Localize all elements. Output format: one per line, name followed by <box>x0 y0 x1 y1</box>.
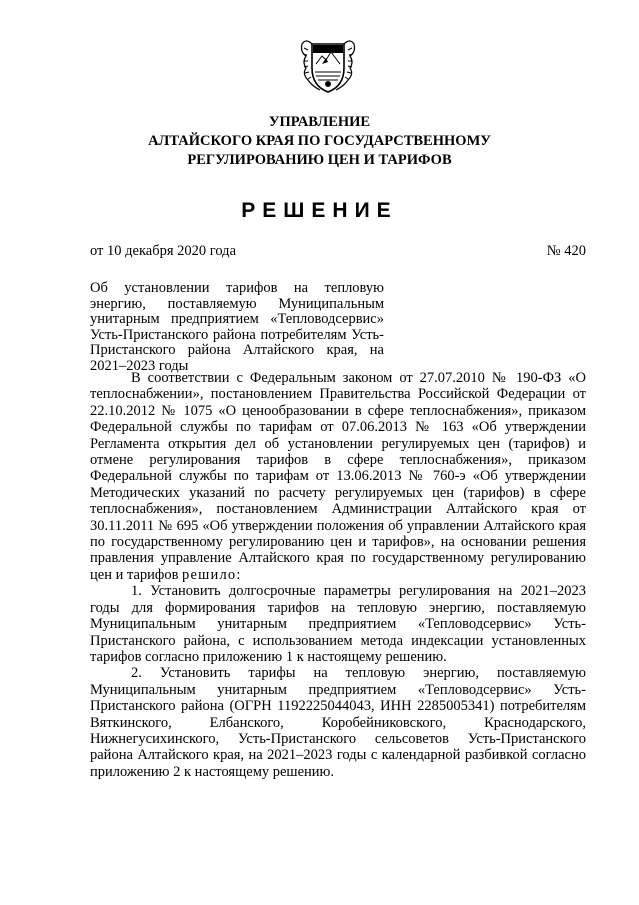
document-date: от 10 декабря 2020 года <box>90 243 236 259</box>
document-number: № 420 <box>546 243 586 259</box>
agency-name <box>0 113 639 170</box>
preamble-end: : <box>236 566 241 583</box>
document-kind-title: РЕШЕНИЕ <box>241 199 398 222</box>
decision-item-2: 2. Установить тарифы на тепловую энергию, поставляемую Муниципальным унитарным предприятием «Тепловодсервис» Усть-Пристанского района (ОГРН 1192225044043, ИНН 2285005341) потребителям Вяткинского, Елбанского, Коробейниковского, Краснодарского, Нижнегусихинского, Усть-Пристанского сельсоветов Усть-Пристанского района Алтайского края, на 2021–2023 годы с календарной разбивкой согласно приложению 2 к настоящему решению. <box>90 665 586 780</box>
coat-of-arms-emblem <box>298 34 358 96</box>
agency-line-2: АЛТАЙСКОГО КРАЯ ПО ГОСУДАРСТВЕННОМУ <box>148 133 491 149</box>
document-body <box>90 370 586 780</box>
preamble-verb: решило <box>182 566 237 583</box>
document-subject: Об установлении тарифов на тепловую энергию, поставляемую Муниципальным унитарным предприятием «Тепловодсервис» Усть-Пристанского района потребителям Усть-Пристанского района Алтайского края, на 2021–2023 годы <box>90 280 384 374</box>
preamble-paragraph <box>90 370 586 583</box>
agency-line-1: УПРАВЛЕНИЕ <box>268 114 371 130</box>
decision-item-1: 1. Установить долгосрочные параметры регулирования на 2021–2023 годы для формирования тарифов на тепловую энергию, поставляемую Муниципальным унитарным предприятием «Тепловодсервис» Усть-Пристанского района, с использованием метода индексации установленных тарифов согласно приложению 1 к настоящему решению. <box>90 583 586 665</box>
preamble-text: В соответствии с Федеральным законом от 27.07.2010 № 190-ФЗ «О теплоснабжении», постановлением Правительства Российской Федерации от 22.10.2012 № 1075 «О ценообразовании в сфере теплоснабжения», приказом Федеральной службы по тарифам от 07.06.2013 № 163 «Об утверждении Регламента открытия дел об установлении регулируемых цен (тарифов) и отмене регулирования тарифов в сфере теплоснабжения», приказом Федеральной службы по тарифам от 13.06.2013 № 760-э «Об утверждении Методических указаний по расчету регулируемых цен (тарифов) в сфере теплоснабжения», постановлением Администрации Алтайского края от 30.11.2011 № 695 «Об утверждении положения об управлении Алтайского края по государственному регулированию цен и тарифов», на основании решения правления управление Алтайского края по государственному регулированию цен и тарифов <box>90 370 586 583</box>
agency-line-3: РЕГУЛИРОВАНИЮ ЦЕН И ТАРИФОВ <box>187 152 452 168</box>
